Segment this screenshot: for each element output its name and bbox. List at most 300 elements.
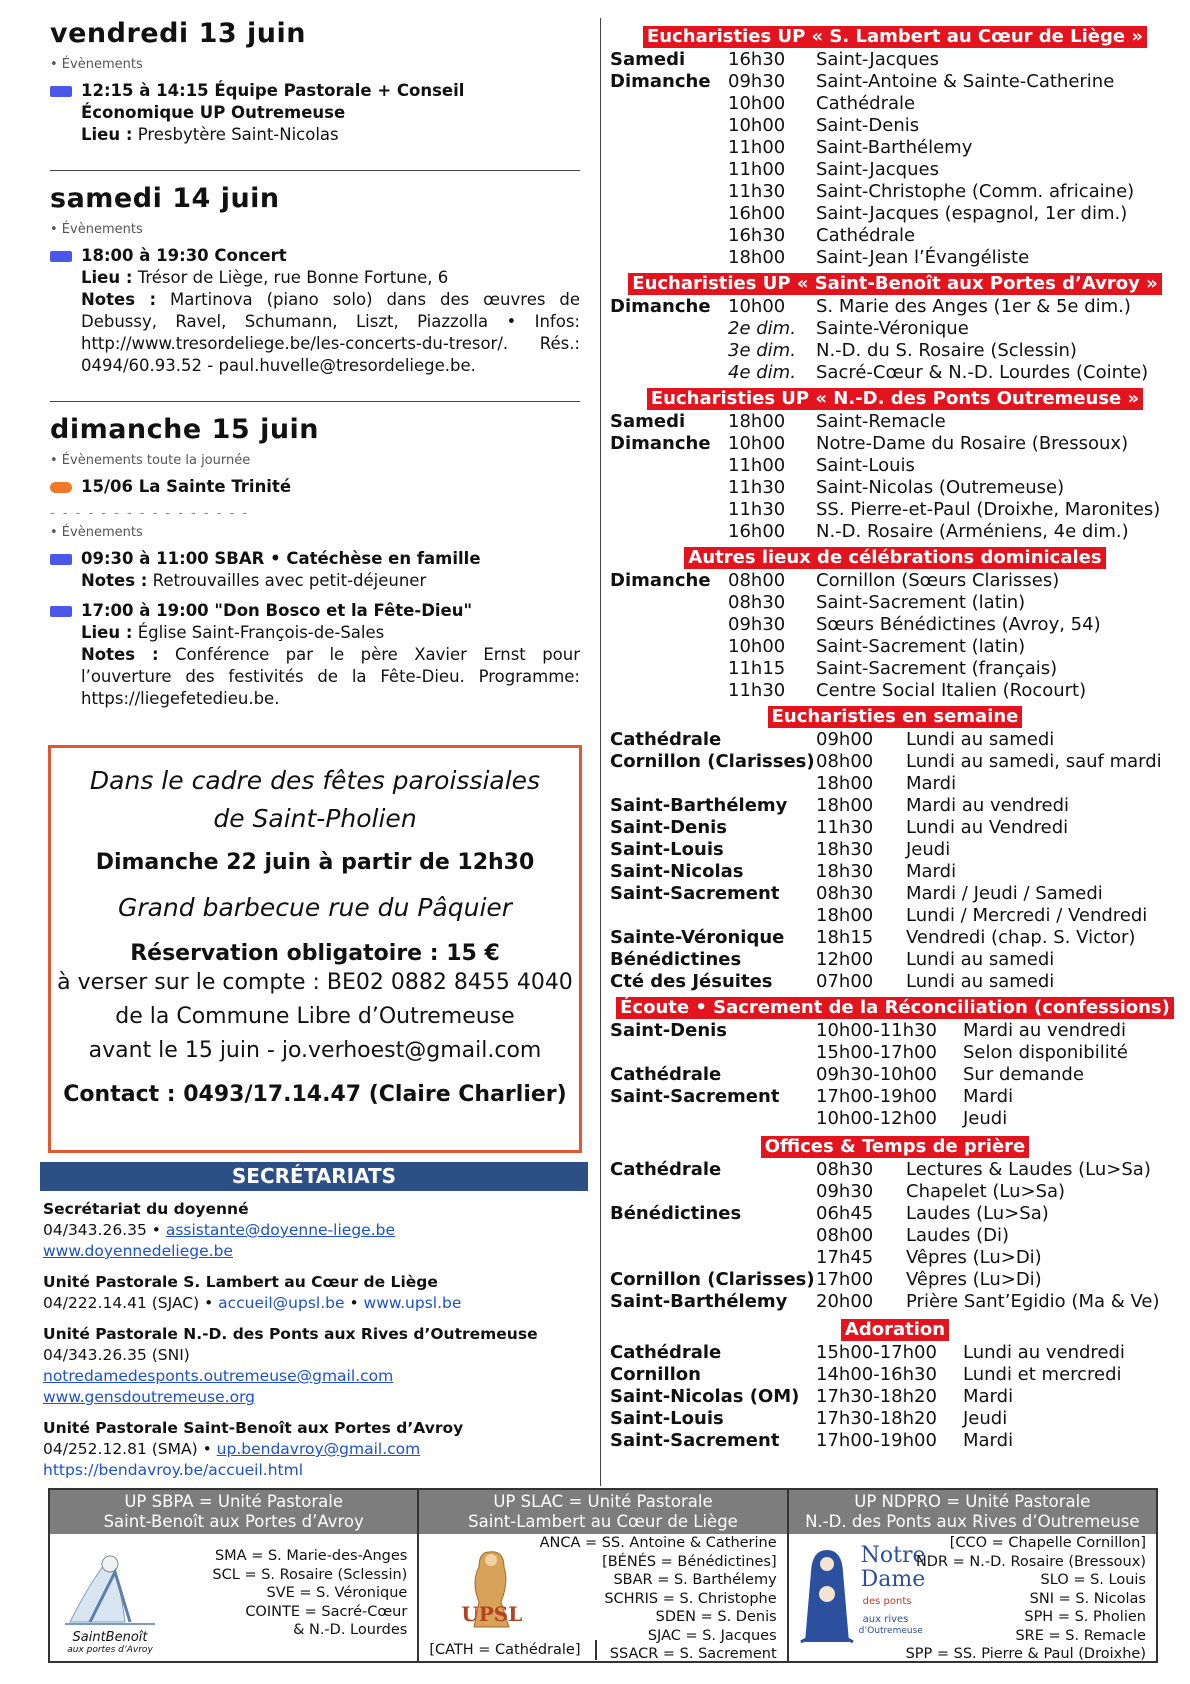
schedule-place [610,592,728,614]
schedule-place [610,1247,816,1269]
legend-entry: ANCA = SS. Antoine & Catherine [539,1535,777,1551]
schedule-detail: Saint-Antoine & Sainte-Catherine [816,71,1115,92]
schedule-place: Bénédictines [610,1203,742,1224]
logo-subtext: aux portes d’Avroy [67,1645,153,1655]
secretariats-title: SECRÉTARIATS [40,1162,588,1191]
legend-entry: SNI = S. Nicolas [1029,1590,1146,1607]
schedule-column [610,26,1180,1452]
schedule-place: Samedi [610,49,686,70]
logo-text: SaintBenoît [72,1630,148,1645]
schedule-row [610,49,1180,71]
schedule-detail: Mardi [963,1086,1014,1107]
schedule-detail: Lundi au samedi [906,949,1055,970]
legend-slac [419,1490,788,1661]
schedule-time: 08h00 [816,751,874,772]
schedule-place [610,614,728,636]
schedule-time: 18h00 [728,411,786,432]
schedule-time: 10h00 [728,433,786,454]
schedule-row [610,362,1180,384]
schedule-time: 09h30 [816,1181,874,1202]
schedule-detail: Lundi au samedi [906,729,1055,750]
day-friday [50,18,580,171]
legend-entry: COINTE = Sacré-Cœur [245,1603,408,1620]
schedule-place: Dimanche [610,71,711,92]
secretariat-block [40,1272,588,1314]
day-title: dimanche 15 juin [50,414,320,445]
schedule-place: Cornillon [610,1364,701,1385]
legend-entry: SPH = S. Pholien [1024,1609,1146,1625]
logo-text-notre: Notre [860,1543,926,1568]
schedule-detail: Sacré-Cœur & N.-D. Lourdes (Cointe) [816,362,1149,383]
schedule-detail: Sainte-Véronique [816,318,969,339]
legend-header-line1: UP SBPA = Unité Pastorale [124,1492,343,1511]
legend-header-line2: Saint-Benoît aux Portes d’Avroy [103,1512,364,1531]
schedule-time: 11h00 [728,137,786,158]
schedule-table-weekday [610,729,1180,993]
schedule-place [610,1225,816,1247]
secretariats-section [40,1162,588,1491]
schedule-time: 08h30 [728,592,786,613]
schedule-time: 11h30 [728,477,786,498]
schedule-detail: Saint-Remacle [816,411,946,432]
legend-entry: [CATH = Cathédrale] [429,1641,581,1658]
schedule-row [610,883,1180,905]
schedule-row [610,839,1180,861]
promo-line1: Dans le cadre des fêtes paroissiales [89,766,541,795]
logo-text-rives: aux rives [862,1614,909,1625]
section-title-adoration: Adoration [610,1319,1180,1342]
schedule-detail: S. Marie des Anges (1er & 5e dim.) [816,296,1131,317]
schedule-place [610,340,728,362]
schedule-time: 09h30 [728,614,786,635]
schedule-place [610,455,728,477]
schedule-detail: Laudes (Di) [906,1225,1009,1246]
schedule-row [610,1159,1180,1181]
schedule-place: Saint-Denis [610,1020,728,1041]
schedule-time: 16h30 [728,49,786,70]
secretariat-phone: 04/343.26.35 (SNI) [43,1346,190,1364]
schedule-time: 06h45 [816,1203,874,1224]
schedule-table-slac [610,49,1180,269]
legend-items [540,1534,777,1664]
notes-label: Notes : [81,571,148,590]
events-heading: • Évènements [50,222,143,237]
schedule-time: 18h15 [816,927,874,948]
schedule-row [610,433,1180,455]
secretariat-block [40,1324,588,1408]
notre-dame-des-ponts-logo [797,1542,926,1657]
schedule-row [610,115,1180,137]
schedule-place: Saint-Sacrement [610,1430,780,1451]
schedule-place [610,905,816,927]
schedule-row [610,729,1180,751]
event-time-title: 18:00 à 19:30 Concert [81,246,287,265]
event-location: Église Saint-François-de-Sales [137,623,385,642]
day-title: vendredi 13 juin [50,18,306,49]
section-title-slac: Eucharisties UP « S. Lambert au Cœur de Liège » [610,26,1180,49]
legend-entry: SCL = S. Rosaire (Sclessin) [212,1566,408,1583]
schedule-detail: Mardi au vendredi [963,1020,1127,1041]
day-saturday [50,183,580,402]
schedule-row [610,1408,1180,1430]
notes-label: Notes : [81,290,157,309]
schedule-place: Cornillon (Clarisses) [610,751,815,772]
schedule-time: 08h00 [728,570,786,591]
schedule-place: Cté des Jésuites [610,971,773,992]
schedule-row [610,680,1180,702]
lieu-label: Lieu : [81,623,133,642]
legend-entry: SBAR = S. Barthélemy [613,1572,777,1588]
agenda-column [50,18,580,746]
schedule-time: 10h00 [728,93,786,114]
secretariat-block [40,1418,588,1481]
schedule-row [610,71,1180,93]
schedule-detail: Cathédrale [816,93,916,114]
schedule-detail: Jeudi [963,1408,1008,1429]
schedule-table-ndpro [610,411,1180,543]
schedule-detail: Lectures & Laudes (Lu>Sa) [906,1159,1151,1180]
schedule-row [610,949,1180,971]
schedule-detail: Centre Social Italien (Rocourt) [816,680,1087,701]
schedule-time: 18h00 [816,773,874,794]
separator: • [344,1294,364,1312]
secretariat-name: Unité Pastorale N.-D. des Ponts aux Rives d’Outremeuse [43,1325,538,1343]
secretariat-phone: 04/222.14.41 (SJAC) • [43,1294,219,1312]
schedule-row [610,1108,1180,1130]
event-notes: Conférence par le père Xavier Ernst pour l’ouverture des festivités de la Fête-Dieu. Programme: https://liegefetedieu.be. [81,645,581,708]
schedule-place [610,658,728,680]
schedule-row [610,795,1180,817]
schedule-detail: Saint-Sacrement (français) [816,658,1058,679]
schedule-row [610,1247,1180,1269]
schedule-time: 08h00 [816,1225,874,1246]
logo-text-outremeuse: d’Outremeuse [858,1626,923,1636]
schedule-time: 11h15 [728,658,786,679]
schedule-time: 15h00-17h00 [816,1342,937,1363]
schedule-detail: Sœurs Bénédictines (Avroy, 54) [816,614,1101,635]
promo-contact: Contact : 0493/17.14.47 (Claire Charlier) [63,1082,567,1107]
schedule-place: Saint-Sacrement [610,1086,780,1107]
legend-header-line1: UP SLAC = Unité Pastorale [493,1492,713,1511]
schedule-place: Saint-Denis [610,817,728,838]
schedule-row [610,1225,1180,1247]
schedule-detail: Mardi [963,1386,1014,1407]
schedule-time: 18h30 [816,861,874,882]
column-divider [600,18,601,1486]
schedule-time: 15h00-17h00 [816,1042,937,1063]
legend-entry: SRE = S. Remacle [1015,1627,1146,1644]
schedule-row [610,1086,1180,1108]
schedule-time: 11h00 [728,159,786,180]
website-link[interactable]: https://bendavroy.be/accueil.html [43,1461,304,1479]
schedule-detail: Lundi au Vendredi [906,817,1069,838]
allday-event-item[interactable] [50,476,580,498]
schedule-place [610,247,728,269]
schedule-time: 09h30 [728,71,786,92]
schedule-detail: Chapelet (Lu>Sa) [906,1181,1066,1202]
schedule-time: 11h30 [816,817,874,838]
schedule-row [610,318,1180,340]
schedule-time: 2e dim. [728,318,796,339]
schedule-place: Cathédrale [610,729,722,750]
notes-label: Notes : [81,645,159,664]
schedule-place [610,773,816,795]
abbreviation-legend [48,1488,1158,1663]
promo-account-line3: avant le 15 juin - jo.verhoest@gmail.com [88,1038,542,1063]
schedule-row [610,181,1180,203]
section-title-other: Autres lieux de célébrations dominicales [610,547,1180,570]
event-time-title: 12:15 à 14:15 Équipe Pastorale + Conseil Économique UP Outremeuse [81,81,465,122]
schedule-detail: Prière Sant’Egidio (Ma & Ve) [906,1291,1160,1312]
schedule-detail: N.-D. Rosaire (Arméniens, 4e dim.) [816,521,1129,542]
schedule-time: 4e dim. [728,362,796,383]
schedule-detail: Saint-Sacrement (latin) [816,592,1026,613]
schedule-place [610,362,728,384]
schedule-place: Cornillon (Clarisses) [610,1269,815,1290]
event-time-title: 17:00 à 19:00 "Don Bosco et la Fête-Dieu" [81,601,473,620]
schedule-row [610,570,1180,592]
schedule-row [610,636,1180,658]
schedule-time: 10h00-11h30 [816,1020,937,1041]
promo-reservation: Réservation obligatoire : 15 € [130,941,500,966]
legend-entry: [BÉNÉS = Bénédictines] [602,1553,777,1570]
schedule-detail: Selon disponibilité [963,1042,1128,1063]
event-notes: Martinova (piano solo) dans des œuvres de Debussy, Ravel, Schumann, Liszt, Piazzolla • Infos: http://www.tresordeliege.be/les-concerts-du-tresor/. Rés.: 0494/60.93.52 - paul.huvelle@tresordeliege.be. [81,290,581,375]
schedule-time: 11h00 [728,455,786,476]
lieu-label: Lieu : [81,268,133,287]
schedule-row [610,817,1180,839]
schedule-place [610,521,728,543]
event-item[interactable] [50,80,580,146]
schedule-table-confessions [610,1020,1180,1130]
schedule-time: 14h00-16h30 [816,1364,937,1385]
schedule-place [610,115,728,137]
schedule-place: Saint-Barthélemy [610,1291,788,1312]
legend-entry: NDR = N.-D. Rosaire (Bressoux) [915,1553,1146,1570]
schedule-detail: Saint-Louis [816,455,915,476]
schedule-time: 20h00 [816,1291,874,1312]
schedule-place: Cathédrale [610,1342,722,1363]
section-title-offices: Offices & Temps de prière [610,1136,1180,1159]
schedule-row [610,861,1180,883]
schedule-row [610,159,1180,181]
schedule-detail: Saint-Christophe (Comm. africaine) [816,181,1135,202]
schedule-time: 17h00-19h00 [816,1430,937,1451]
promo-account-line1: à verser sur le compte : BE02 0882 8455 4040 [57,970,573,995]
schedule-place [610,137,728,159]
schedule-time: 17h00-19h00 [816,1086,937,1107]
legend-header [789,1490,1156,1534]
schedule-detail: Saint-Jacques (espagnol, 1er dim.) [816,203,1128,224]
secretariat-phone: 04/252.12.81 (SMA) • [43,1440,217,1458]
schedule-place [610,1108,816,1130]
email-link[interactable]: up.bendavroy@gmail.com [216,1440,421,1458]
schedule-detail: Mardi [906,773,957,794]
legend-entry: SCHRIS = S. Christophe [604,1590,777,1607]
secretariat-name: Unité Pastorale S. Lambert au Cœur de Liège [43,1273,438,1291]
schedule-detail: N.-D. du S. Rosaire (Sclessin) [816,340,1077,361]
legend-ndpro [789,1490,1156,1661]
schedule-time: 10h00-12h00 [816,1108,937,1129]
email-link[interactable]: accueil@upsl.be [218,1294,345,1312]
schedule-row [610,203,1180,225]
schedule-row [610,296,1180,318]
upsl-logo [449,1542,539,1637]
schedule-row [610,1291,1180,1313]
schedule-time: 09h30-10h00 [816,1064,937,1085]
email-link[interactable]: notredamedesponts.outremeuse@gmail.com [43,1367,394,1385]
legend-entry: SSACR = S. Sacrement [609,1646,777,1662]
schedule-row [610,1386,1180,1408]
schedule-row [610,1064,1180,1086]
legend-sbpa [50,1490,419,1661]
schedule-time: 07h00 [816,971,874,992]
allday-heading: • Évènements toute la journée [50,453,251,468]
section-title-ndpro: Eucharisties UP « N.-D. des Ponts Outremeuse » [610,388,1180,411]
event-item[interactable] [50,600,580,710]
schedule-detail: Cathédrale [816,225,916,246]
schedule-time: 16h00 [728,521,786,542]
schedule-row [610,1342,1180,1364]
legend-entry: [CCO = Chapelle Cornillon] [949,1535,1146,1551]
schedule-time: 11h30 [728,499,786,520]
schedule-detail: Vêpres (Lu>Di) [906,1269,1042,1290]
section-title-sbpa: Eucharisties UP « Saint-Benoît aux Portes d’Avroy » [610,273,1180,296]
schedule-place [610,477,728,499]
schedule-row [610,905,1180,927]
schedule-detail: Mardi au vendredi [906,795,1070,816]
schedule-place [610,318,728,340]
schedule-row [610,751,1180,773]
legend-entry: SMA = S. Marie-des-Anges [214,1548,408,1564]
legend-header-line2: Saint-Lambert au Cœur de Liège [468,1512,738,1531]
schedule-row [610,1269,1180,1291]
schedule-detail: Vêpres (Lu>Di) [906,1247,1042,1268]
schedule-detail: Vendredi (chap. S. Victor) [906,927,1136,948]
schedule-time: 17h45 [816,1247,874,1268]
schedule-detail: Cornillon (Sœurs Clarisses) [816,570,1060,591]
legend-header-line1: UP NDPRO = Unité Pastorale [854,1492,1091,1511]
website-link[interactable]: www.doyennedeliege.be [43,1242,233,1260]
legend-entry: SPP = SS. Pierre & Paul (Droixhe) [905,1646,1146,1662]
schedule-place [610,159,728,181]
website-link[interactable]: www.gensdoutremeuse.org [43,1388,256,1406]
schedule-time: 16h00 [728,203,786,224]
schedule-place: Saint-Louis [610,1408,724,1429]
schedule-row [610,340,1180,362]
schedule-time: 18h00 [816,905,874,926]
schedule-detail: Saint-Jean l’Évangéliste [816,247,1030,268]
schedule-detail: Mardi / Jeudi / Samedi [906,883,1103,904]
schedule-place: Saint-Sacrement [610,883,780,904]
day-sunday [50,414,580,734]
schedule-time: 10h00 [728,296,786,317]
schedule-row [610,411,1180,433]
event-item[interactable] [50,548,580,592]
schedule-time: 08h30 [816,1159,874,1180]
schedule-detail: Saint-Sacrement (latin) [816,636,1026,657]
schedule-place: Saint-Barthélemy [610,795,788,816]
schedule-row [610,93,1180,115]
event-color-marker [50,86,72,97]
schedule-detail: Mardi [906,861,957,882]
schedule-row [610,521,1180,543]
section-title-confessions: Écoute • Sacrement de la Réconciliation (confessions) [610,997,1180,1020]
legend-entry: SDEN = S. Denis [655,1609,777,1625]
secretariat-name: Secrétariat du doyenné [43,1200,249,1218]
schedule-place: Dimanche [610,296,711,317]
schedule-row [610,1181,1180,1203]
secretariat-block [40,1199,588,1262]
schedule-time: 17h30-18h20 [816,1386,937,1407]
legend-header-line2: N.-D. des Ponts aux Rives d’Outremeuse [805,1512,1140,1531]
schedule-row [610,927,1180,949]
legend-entry: SLO = S. Louis [1040,1572,1146,1588]
secretariat-phone: 04/343.26.35 • [43,1221,166,1239]
event-color-marker [50,606,72,617]
schedule-detail: Jeudi [906,839,951,860]
legend-items [212,1547,407,1640]
schedule-time: 12h00 [816,949,874,970]
legend-entry: SJAC = S. Jacques [647,1627,777,1644]
schedule-place [610,636,728,658]
schedule-place [610,93,728,115]
schedule-detail: Jeudi [963,1108,1008,1129]
schedule-table-other [610,570,1180,702]
section-title-weekday: Eucharisties en semaine [610,706,1180,729]
schedule-table-adoration [610,1342,1180,1452]
schedule-place: Samedi [610,411,686,432]
event-item[interactable] [50,245,580,377]
schedule-time: 18h00 [816,795,874,816]
schedule-row [610,247,1180,269]
schedule-place [610,1042,816,1064]
schedule-time: 16h30 [728,225,786,246]
schedule-place [610,680,728,702]
schedule-detail: Sur demande [963,1064,1084,1085]
schedule-time: 09h00 [816,729,874,750]
logo-text: UPSL [461,1602,523,1626]
schedule-place [610,181,728,203]
schedule-detail: Lundi et mercredi [963,1364,1122,1385]
event-color-marker [50,482,72,493]
schedule-table-sbpa [610,296,1180,384]
schedule-detail: Saint-Barthélemy [816,137,973,158]
day-title: samedi 14 juin [50,183,280,214]
schedule-row [610,499,1180,521]
schedule-place: Saint-Nicolas [610,861,744,882]
schedule-detail: Saint-Jacques [816,49,939,70]
event-color-marker [50,251,72,262]
schedule-detail: Lundi au samedi, sauf mardi [906,751,1162,772]
legend-header [419,1490,786,1534]
schedule-row [610,225,1180,247]
schedule-place: Dimanche [610,570,711,591]
schedule-time: 11h30 [728,181,786,202]
logo-text-ponts: des ponts [862,1596,912,1607]
schedule-row [610,137,1180,159]
schedule-time: 10h00 [728,636,786,657]
schedule-detail: Saint-Denis [816,115,920,136]
legend-header [50,1490,417,1534]
schedule-detail: SS. Pierre-et-Paul (Droixhe, Maronites) [816,499,1161,520]
email-link[interactable]: assistante@doyenne-liege.be [165,1221,396,1239]
promo-line2: de Saint-Pholien [213,804,417,833]
promo-account-line2: de la Commune Libre d’Outremeuse [115,1004,515,1029]
schedule-row [610,971,1180,993]
website-link[interactable]: www.upsl.be [363,1294,462,1312]
schedule-time: 08h30 [816,883,874,904]
